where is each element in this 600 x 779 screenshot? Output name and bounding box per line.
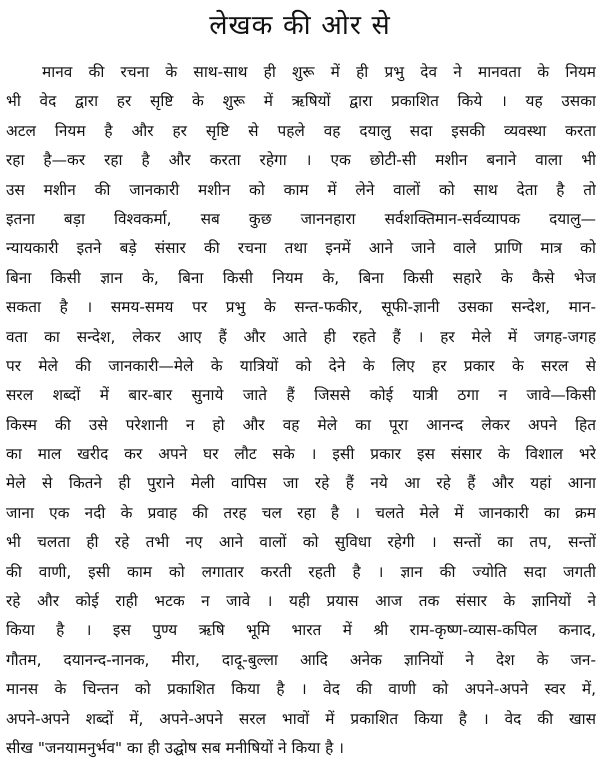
body-text — [6, 58, 596, 763]
text-line: जाना एक नदी के प्रवाह की तरह चल रहा है । चलते मेले में जानकारी का क्रम — [6, 503, 596, 522]
text-line: अपने-अपने शब्दों में, अपने-अपने सरल भावों में प्रकाशित किया है । वेद की खास — [6, 709, 596, 728]
text-line: सकता है । समय-समय पर प्रभु के सन्त-फकीर, सूफी-ज्ञानी उसका सन्देश, मान- — [6, 298, 596, 317]
page-title: लेखक की ओर से — [209, 10, 391, 41]
text-line: उस मशीन की जानकारी मशीन को काम में लेने वालों को साथ देता है तो — [6, 180, 596, 199]
text-line: का माल खरीद कर अपने घर लौट सके । इसी प्रकार इस संसार के विशाल भरे — [6, 445, 596, 464]
text-line: सीख "जनयामनुर्भव" का ही उद्घोष सब मनीषियों ने किया है । — [6, 738, 344, 757]
text-line: सरल शब्दों में बार-बार सुनाये जाते हैं जिससे कोई यात्री ठगा न जावे—किसी — [6, 386, 596, 405]
text-line: बिना किसी ज्ञान के, बिना किसी नियम के, बिना किसी सहारे के कैसे भेज — [6, 268, 596, 287]
text-line: रहे और कोई राही भटक न जावे । यही प्रयास आज तक संसार के ज्ञानियों ने — [6, 592, 596, 611]
text-line: मानव की रचना के साथ-साथ ही शुरू में ही प्रभु देव ने मानवता के नियम — [42, 63, 596, 81]
text-line: किस्म की उसे परेशानी न हो और वह मेले का पूरा आनन्द लेकर अपने हित — [6, 415, 596, 434]
text-line: न्यायकारी इतने बड़े संसार की रचना तथा इनमें आने जाने वाले प्राणि मात्र को — [6, 239, 596, 258]
text-line: मानस के चिन्तन को प्रकाशित किया है । वेद की वाणी को अपने-अपने स्वर में, — [6, 680, 596, 699]
text-line: अटल नियम है और हर सृष्टि से पहले वह दयालु सदा इसकी व्यवस्था करता — [6, 121, 596, 140]
text-line: किया है । इस पुण्य ऋषि भूमि भारत में श्री राम-कृष्ण-व्यास-कपिल कनाद, — [6, 621, 596, 640]
text-line: की वाणी, इसी काम को लगातार करती रहती है । ज्ञान की ज्योति सदा जगती — [6, 562, 596, 581]
text-line: मेले से कितने ही पुराने मेली वापिस जा रहे हैं नये आ रहे हैं और यहां आना — [6, 474, 596, 493]
text-line: भी चलता ही रहे तभी नए आने वालों को सुविधा रहेगी । सन्तों का तप, सन्तों — [6, 533, 596, 552]
text-line: पर मेले की जानकारी—मेले के यात्रियों को देने के लिए हर प्रकार के सरल से — [6, 356, 596, 375]
text-line: भी वेद द्वारा हर सृष्टि के शुरू में ऋषियों द्वारा प्रकाशित किये । यह उसका — [6, 92, 596, 111]
text-line: रहा है—कर रहा है और करता रहेगा । एक छोटी-सी मशीन बनाने वाला भी — [6, 151, 596, 170]
text-line: गौतम, दयानन्द-नानक, मीरा, दादू-बुल्ला आदि अनेक ज्ञानियों ने देश के जन- — [6, 650, 596, 669]
text-line: इतना बड़ा विश्वकर्मा, सब कुछ जाननहारा सर्वशक्तिमान-सर्वव्यापक दयालु— — [6, 209, 596, 228]
text-line: वता का सन्देश, लेकर आए हैं और आते ही रहते हैं । हर मेले में जगह-जगह — [6, 327, 596, 346]
